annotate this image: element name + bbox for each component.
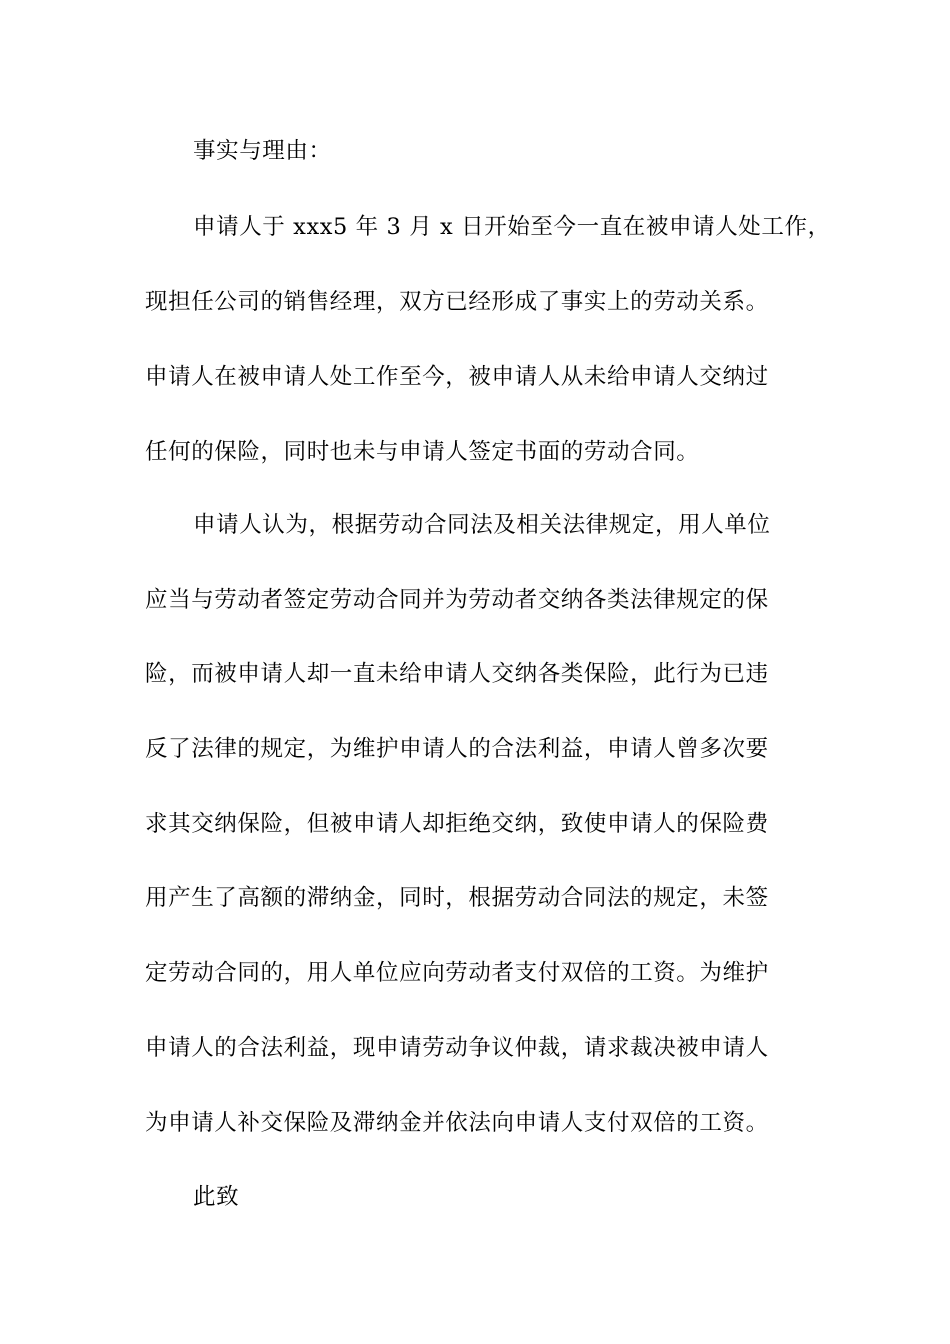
paragraph-line: 反了法律的规定，为维护申请人的合法利益，申请人曾多次要 xyxy=(145,736,769,762)
paragraph-line: 定劳动合同的，用人单位应向劳动者支付双倍的工资。为维护 xyxy=(145,960,769,986)
paragraph-line: 申请人的合法利益，现申请劳动争议仲裁，请求裁决被申请人 xyxy=(145,1035,769,1061)
paragraph-line: 应当与劳动者签定劳动合同并为劳动者交纳各类法律规定的保 xyxy=(145,587,769,613)
closing-salutation: 此致 xyxy=(193,1184,240,1210)
paragraph-line: 现担任公司的销售经理，双方已经形成了事实上的劳动关系。 xyxy=(145,289,769,315)
paragraph-line: 为申请人补交保险及滞纳金并依法向申请人支付双倍的工资。 xyxy=(145,1110,769,1136)
paragraph-line: 用产生了高额的滞纳金，同时，根据劳动合同法的规定，未签 xyxy=(145,885,769,911)
paragraph-line: 险，而被申请人却一直未给申请人交纳各类保险，此行为已违 xyxy=(145,661,769,687)
paragraph-line: 申请人于 xxx5 年 3 月 x 日开始至今一直在被申请人处工作， xyxy=(193,214,831,240)
paragraph-line: 申请人在被申请人处工作至今，被申请人从未给申请人交纳过 xyxy=(145,364,769,390)
paragraph-line: 申请人认为，根据劳动合同法及相关法律规定，用人单位 xyxy=(193,512,771,538)
section-heading: 事实与理由： xyxy=(193,138,332,164)
paragraph-line: 任何的保险，同时也未与申请人签定书面的劳动合同。 xyxy=(145,439,700,465)
paragraph-line: 求其交纳保险，但被申请人却拒绝交纳，致使申请人的保险费 xyxy=(145,811,769,837)
